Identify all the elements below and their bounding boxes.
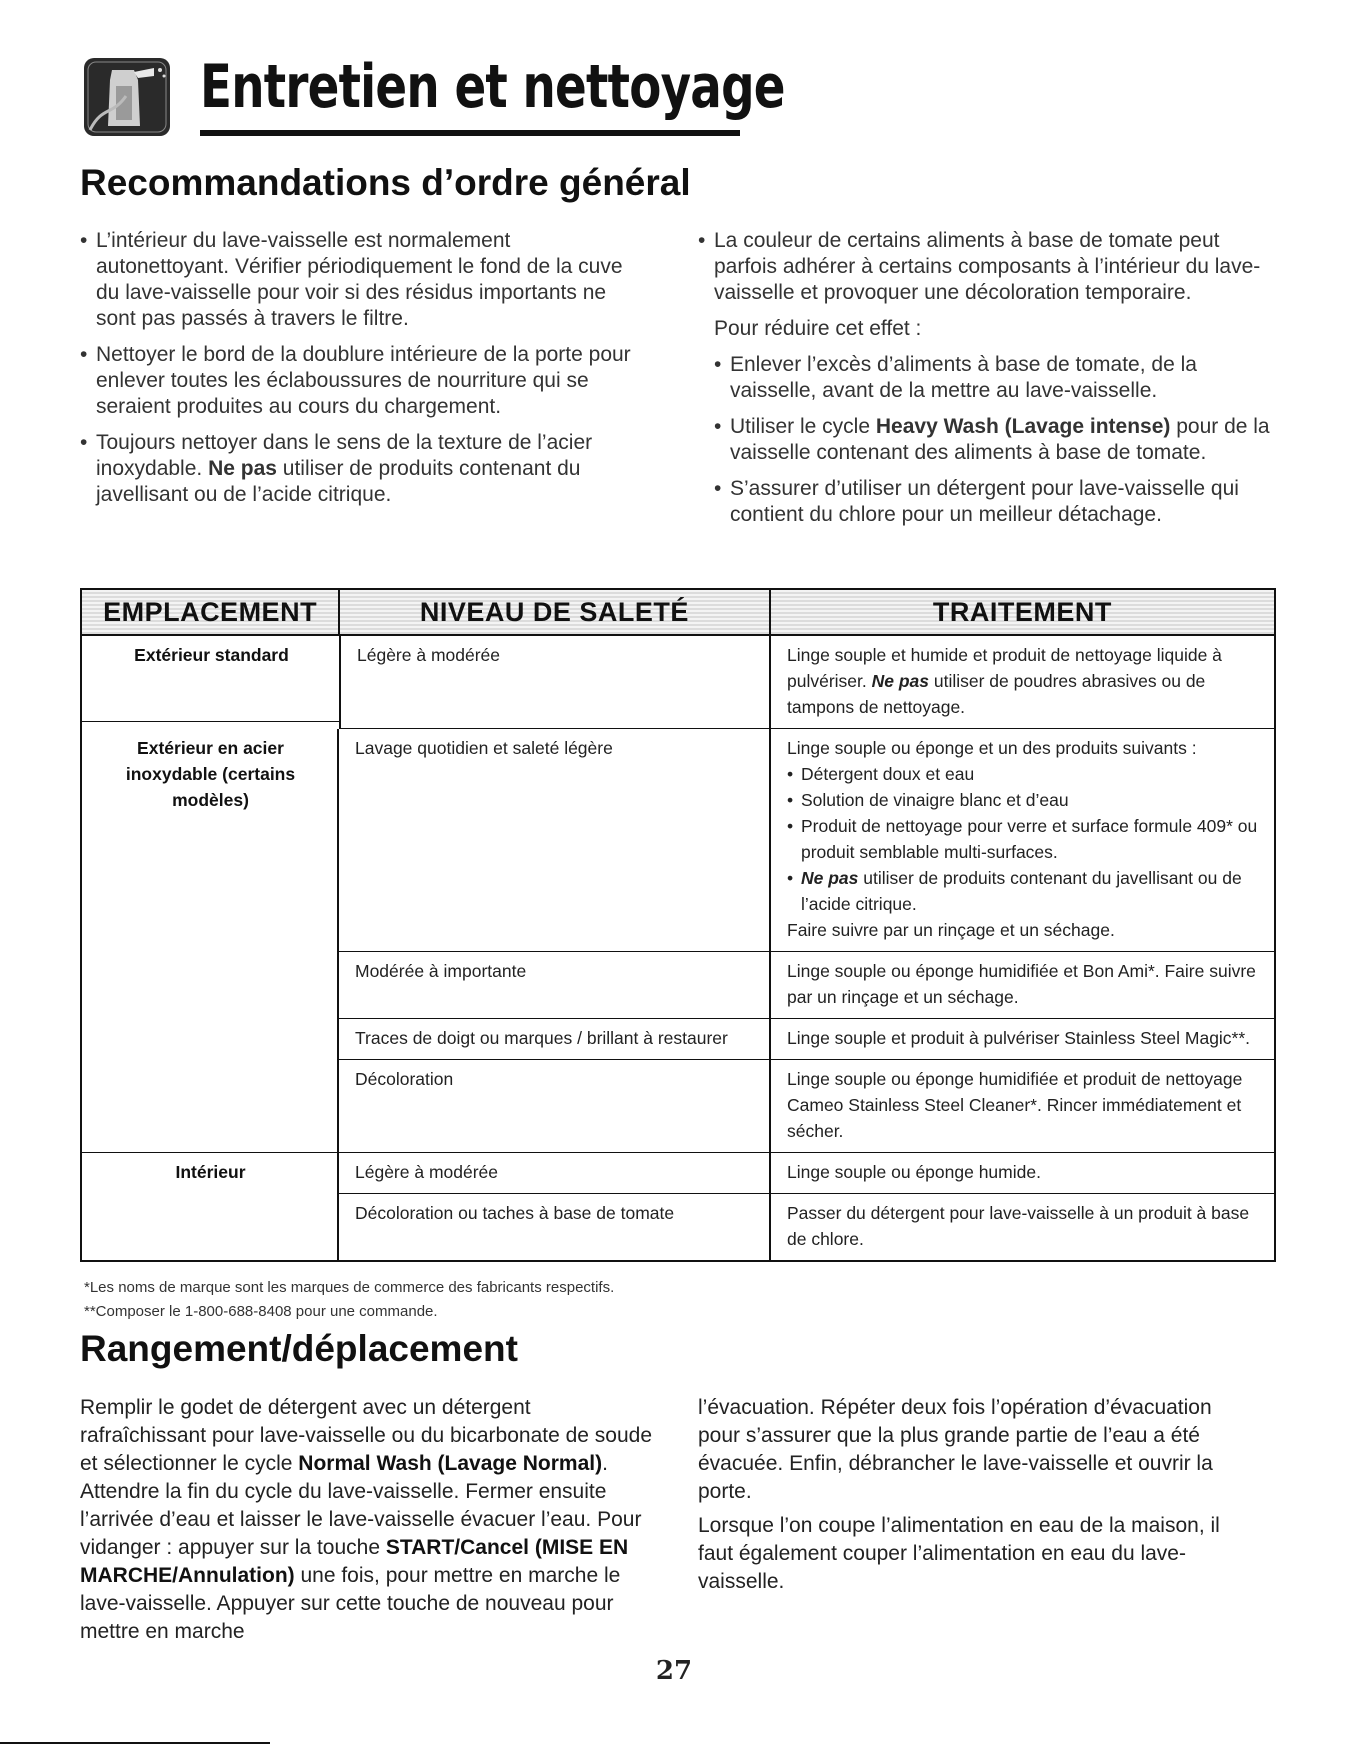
list-item: • L’intérieur du lave-vaisselle est normalement autonettoyant. Vérifier périodiquement le fond de la cuve du lave-vaisselle pour voir si des résidus importants ne sont pas passés à travers le filtre. <box>80 228 635 332</box>
treatment-cell: Linge souple ou éponge humide. <box>769 1153 1274 1193</box>
location-cell: Extérieur standard <box>82 636 339 722</box>
list-item: • Produit de nettoyage pour verre et surface formule 409* ou produit semblable multi-surfaces. <box>787 813 1260 865</box>
table-row <box>82 636 1274 729</box>
bottom-rule <box>0 1742 270 1744</box>
list-item: • Nettoyer le bord de la doublure intérieure de la porte pour enlever toutes les éclaboussures de nourriture qui se seraient produites au cours du chargement. <box>80 342 635 420</box>
general-right-column <box>698 228 1283 538</box>
list-item: • Ne pas utiliser de produits contenant du javellisant ou de l’acide citrique. <box>787 865 1260 917</box>
location-cell: Intérieur <box>175 1162 246 1182</box>
treatment-cell: Linge souple et humide et produit de nettoyage liquide à pulvériser. Ne pas utiliser de poudres abrasives ou de tampons de nettoyage. <box>769 636 1274 729</box>
cleaning-spray-icon <box>82 56 172 138</box>
table-header <box>82 590 1274 636</box>
storage-paragraph: Lorsque l’on coupe l’alimentation en eau de la maison, il faut également couper l’alimentation en eau du lave-vaisselle. <box>698 1514 1220 1593</box>
storage-paragraph: l’évacuation. Répéter deux fois l’opération d’évacuation pour s’assurer que la plus grande partie de l’eau a été évacuée. Enfin, débrancher le lave-vaisselle et ouvrir la porte. <box>698 1396 1213 1503</box>
column-header: EMPLACEMENT <box>82 590 338 634</box>
treatment-cell: Linge souple ou éponge humidifiée et Bon Ami*. Faire suivre par un rinçage et un séchage. <box>769 952 1274 1018</box>
treatment-cell: Linge souple ou éponge humidifiée et produit de nettoyage Cameo Stainless Steel Cleaner*. Rincer immédiatement et sécher. <box>769 1060 1274 1152</box>
level-cell: Traces de doigt ou marques / brillant à restaurer <box>355 1028 728 1048</box>
level-cell: Légère à modérée <box>339 636 769 729</box>
level-cell: Modérée à importante <box>355 961 527 981</box>
list-item: • Solution de vinaigre blanc et d’eau <box>787 787 1260 813</box>
list-item: • Utiliser le cycle Heavy Wash (Lavage intense) pour de la vaisselle contenant des aliments à base de tomate. <box>698 414 1283 466</box>
section-title-general: Recommandations d’ordre général <box>80 162 691 203</box>
level-cell: Légère à modérée <box>355 1162 499 1182</box>
level-cell: Décoloration <box>355 1069 454 1089</box>
table-row <box>82 1153 1274 1260</box>
page-number: 27 <box>655 1656 693 1686</box>
storage-paragraph: Remplir le godet de détergent avec un détergent rafraîchissant pour lave-vaisselle ou du bicarbonate de soude et sélectionner le cycle Normal Wash (Lavage Normal). Attendre la fin du cycle du lave-vaisselle. Fermer ensuite l’arrivée d’eau et laisser le lave-vaisselle évacuer l’eau. Pour vidanger : appuyer sur la touche START/Cancel (MISE EN MARCHE/Annulation) une fois, pour mettre en marche le lave-vaisselle. Appuyer sur cette touche de nouveau pour mettre en marche <box>80 1396 653 1643</box>
column-header: NIVEAU DE SALETÉ <box>338 590 769 634</box>
page-title: Entretien et nettoyage <box>200 52 785 122</box>
list-item: • Détergent doux et eau <box>787 761 1260 787</box>
level-cell: Lavage quotidien et saleté légère <box>355 738 613 758</box>
page-header <box>82 50 785 142</box>
interior-sub-rows <box>337 1153 1274 1260</box>
storage-left-column <box>80 1394 655 1652</box>
list-item: • Enlever l’excès d’aliments à base de tomate, de la vaisselle, avant de la mettre au lave-vaisselle. <box>698 352 1283 404</box>
storage-right-column <box>698 1394 1258 1602</box>
cleaning-table <box>80 588 1276 1262</box>
column-header: TRAITEMENT <box>769 590 1274 634</box>
section-title-storage: Rangement/déplacement <box>80 1328 518 1369</box>
level-cell: Décoloration ou taches à base de tomate <box>355 1203 675 1223</box>
title-underline <box>200 130 740 136</box>
general-left-column <box>80 228 635 518</box>
treatment-cell: Linge souple ou éponge et un des produits suivants : • Détergent doux et eau • Solution de vinaigre blanc et d’eau • Produit de nettoyage pour verre et surface formule 409* ou produit semblable multi-surfaces. • Ne pas utiliser de produits contenant du javellisant ou de l’acide citrique. Faire suivre par un rinçage et un séchage. <box>769 729 1274 951</box>
treatment-cell: Passer du détergent pour lave-vaisselle à un produit à base de chlore. <box>769 1194 1274 1260</box>
table-row <box>82 729 1274 1153</box>
treatment-cell: Linge souple et produit à pulvériser Stainless Steel Magic**. <box>769 1019 1274 1059</box>
list-item: • Toujours nettoyer dans le sens de la texture de l’acier inoxydable. Ne pas utiliser de produits contenant du javellisant ou de l’acide citrique. <box>80 430 635 508</box>
list-item: • La couleur de certains aliments à base de tomate peut parfois adhérer à certains composants à l’intérieur du lave-vaisselle et provoquer une décoloration temporaire. <box>698 228 1283 306</box>
lead-text: Pour réduire cet effet : <box>714 317 922 340</box>
footnote: **Composer le 1-800-688-8408 pour une commande. <box>84 1303 438 1320</box>
location-cell: Extérieur en acier inoxydable (certains modèles) <box>82 729 337 1153</box>
stainless-sub-rows <box>337 729 1274 1153</box>
footnote: *Les noms de marque sont les marques de commerce des fabricants respectifs. <box>84 1279 615 1296</box>
list-item: • S’assurer d’utiliser un détergent pour lave-vaisselle qui contient du chlore pour un meilleur détachage. <box>698 476 1283 528</box>
